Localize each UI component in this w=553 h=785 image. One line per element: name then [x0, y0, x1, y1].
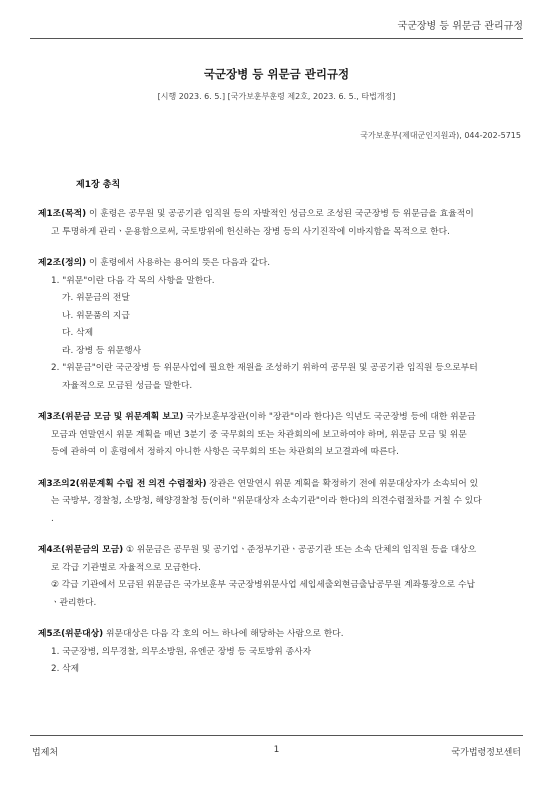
article-1-heading: 제1조(목적) [38, 209, 87, 219]
chapter-heading: 제1장 총칙 [76, 180, 121, 190]
article-3-heading: 제3조(위문금 모금 및 위문계획 보고) [38, 412, 184, 422]
article-3-2-text: 장관은 연말연시 위문 계획을 확정하기 전에 위문대상자가 소속되어 있 [206, 478, 479, 489]
article-4-heading: 제4조(위문금의 모금) [38, 545, 124, 555]
list-item: 2. "위문금"이란 국군장병 등 위문사업에 필요한 재원을 조성하기 위하여 공무원 및 공공기관 임직원 등으로부터 [51, 363, 478, 373]
article-5-heading: 제5조(위문대상) [38, 629, 104, 639]
article-3-line: 등에 관하여 이 훈령에서 정하지 아니한 사항은 국무회의 또는 차관회의 보고결과에 따른다. [51, 447, 399, 457]
article-4-line [38, 542, 525, 560]
article-3-line: 모금과 연말연시 위문 계획을 매년 3분기 중 국무회의 또는 차관회의에 보고하여야 하며, 위문금 모금 및 위문 [51, 429, 467, 440]
sub-item: 가. 위문금의 전달 [62, 293, 130, 303]
article-5-line [38, 626, 525, 644]
article-3 [38, 409, 525, 462]
article-4-line: ② 각급 기관에서 모금된 위문금은 국가보훈부 국군장병위문사업 세입세출외현금출납공무원 계좌통장으로 수납 [51, 580, 475, 590]
article-2 [38, 255, 525, 395]
sub-item: 라. 장병 등 위문행사 [62, 345, 142, 356]
article-3-2 [38, 476, 525, 529]
sub-item: 나. 위문품의 지급 [62, 310, 130, 321]
article-3-2-line: 는 국방부, 경찰청, 소방청, 해양경찰청 등(이하 "위문대상자 소속기관"이라 한다)의 의견수렴절차를 거칠 수 있다 [51, 496, 482, 506]
document-title: 국군장병 등 위문금 관리규정 [203, 67, 350, 81]
article-3-2-line [38, 476, 525, 494]
article-1-text: 이 훈령은 공무원 및 공공기관 임직원 등의 자발적인 성금으로 조성된 국군장병 등 위문금을 효율적이 [86, 209, 474, 219]
article-4-text: ① 위문금은 공무원 및 공기업ㆍ준정부기관ㆍ공공기관 또는 소속 단체의 임직원 등을 대상으 [123, 545, 477, 555]
article-3-line [38, 409, 525, 427]
list-item: 1. "위문"이란 다음 각 목의 사항을 말한다. [51, 275, 215, 286]
article-1 [38, 206, 525, 241]
article-4-line: ㆍ관리한다. [51, 597, 97, 608]
article-2-heading: 제2조(정의) [38, 258, 87, 268]
article-2-line [38, 255, 525, 273]
footer-publisher: 국가법령정보센터 [451, 748, 521, 758]
page-number: 1 [273, 745, 280, 755]
article-3-2-heading: 제3조의2(위문계획 수립 전 의견 수렴절차) [38, 478, 207, 489]
department-contact: 국가보훈부(제대군인지원과), 044-202-5715 [360, 131, 521, 140]
list-item-continuation: 자율적으로 모금된 성금을 말한다. [62, 380, 193, 391]
document-subtitle: [시행 2023. 6. 5.] [국가보훈부훈령 제2호, 2023. 6. 5., 타법개정] [157, 92, 396, 101]
document-body [38, 206, 525, 693]
article-5-text: 위문대상은 다음 각 호의 어느 하나에 해당하는 사람으로 한다. [103, 629, 344, 639]
article-5 [38, 626, 525, 679]
article-1-line: 고 투명하게 관리ㆍ운용함으로써, 국토방위에 헌신하는 장병 등의 사기진작에 이바지함을 목적으로 한다. [51, 226, 450, 237]
sub-item: 다. 삭제 [62, 328, 94, 338]
footer-source: 법제처 [32, 748, 59, 758]
article-4 [38, 542, 525, 612]
footer-divider [30, 735, 523, 736]
article-3-text: 국가보훈부장관(이하 "장관"이라 한다)은 익년도 국군장병 등에 대한 위문금 [183, 412, 476, 422]
list-item: 1. 국군장병, 의무경찰, 의무소방원, 유엔군 장병 등 국토방위 종사자 [51, 646, 312, 657]
article-3-2-line: . [51, 513, 54, 524]
article-1-line [38, 206, 525, 224]
list-item: 2. 삭제 [51, 664, 80, 674]
article-2-text: 이 훈령에서 사용하는 용어의 뜻은 다음과 같다. [86, 258, 270, 268]
article-4-line: 로 각급 기관별로 자율적으로 모금한다. [51, 562, 201, 573]
running-header: 국군장병 등 위문금 관리규정 [397, 21, 523, 32]
header-divider [30, 38, 523, 39]
